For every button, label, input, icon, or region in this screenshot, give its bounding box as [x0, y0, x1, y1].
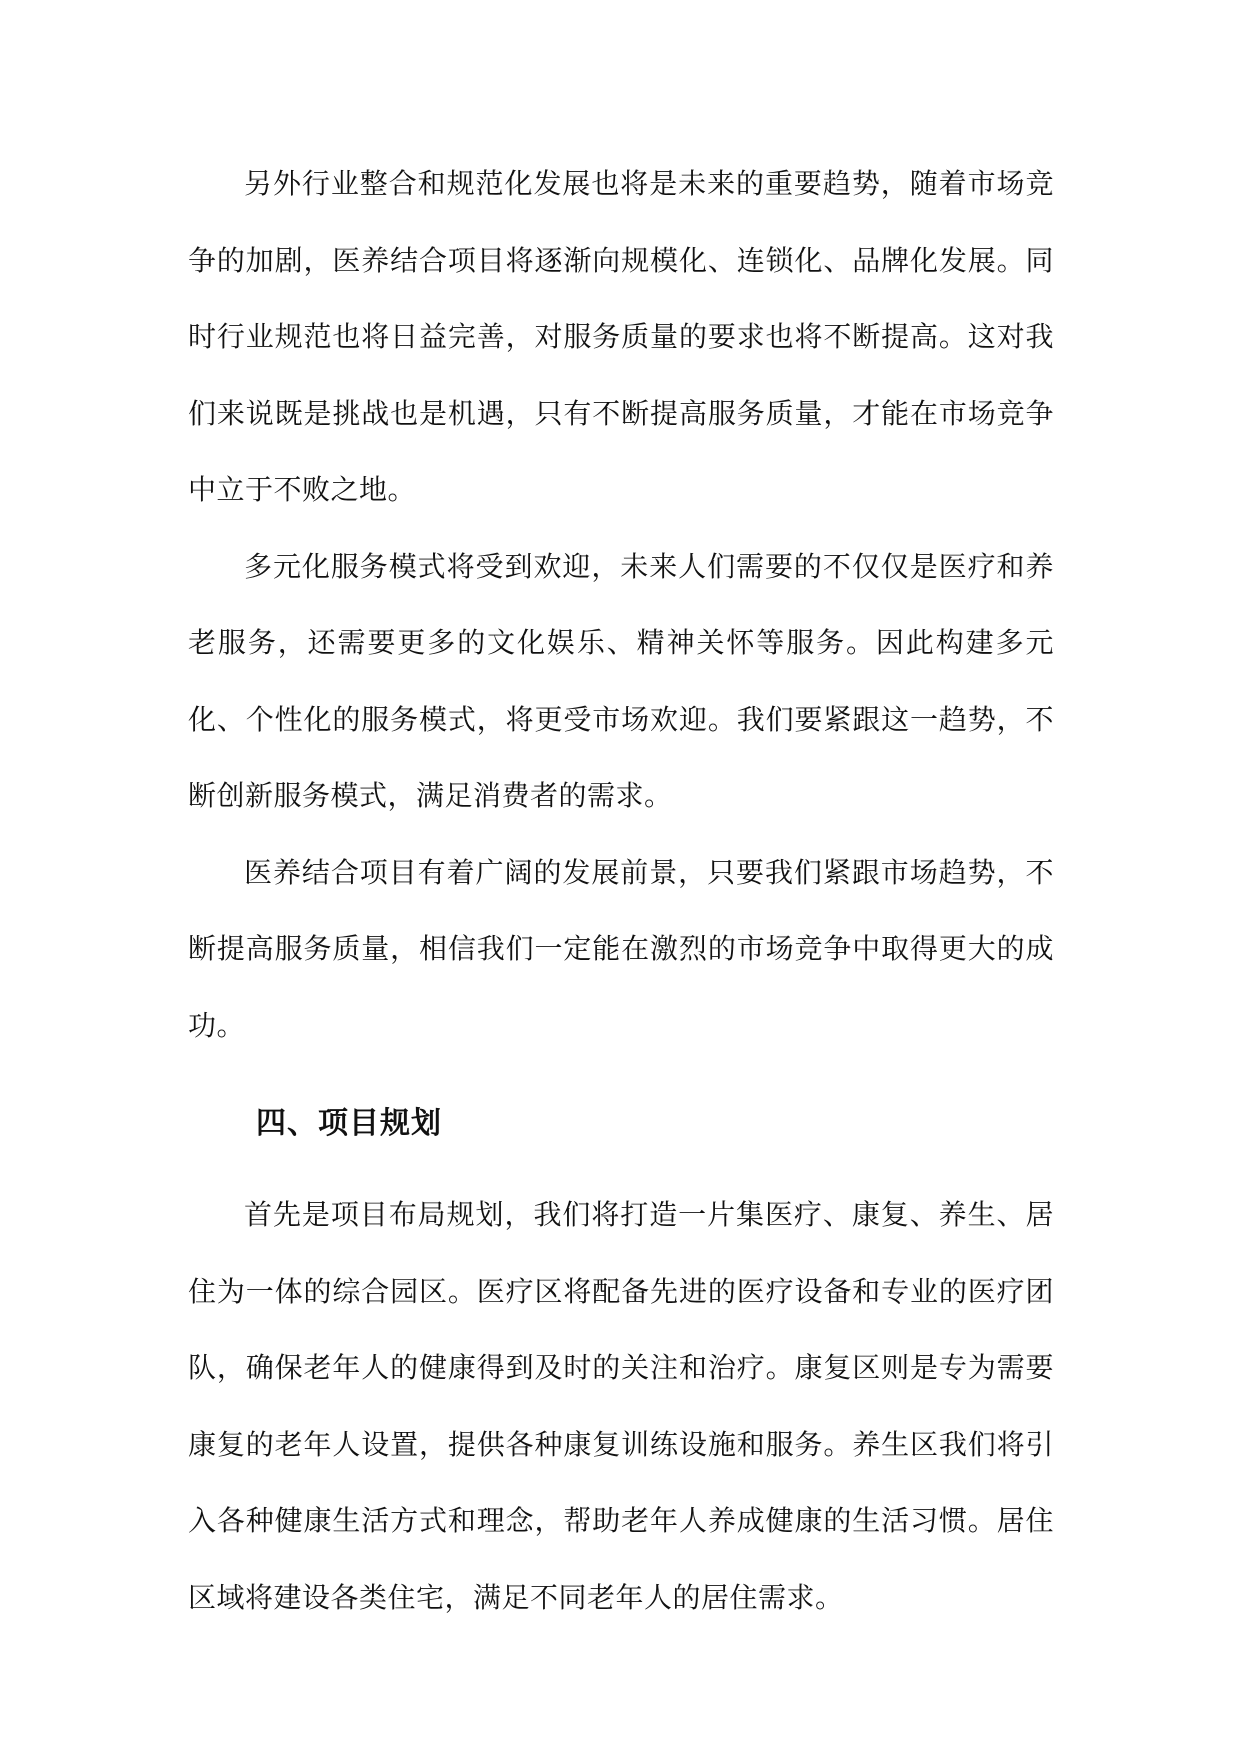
document-page [188, 146, 1054, 1636]
paragraph-industry-integration: 另外行业整合和规范化发展也将是未来的重要趋势，随着市场竞争的加剧，医养结合项目将逐渐向规模化、连锁化、品牌化发展。同时行业规范也将日益完善，对服务质量的要求也将不断提高。这对我们来说既是挑战也是机遇，只有不断提高服务质量，才能在市场竞争中立于不败之地。 [188, 167, 1054, 506]
section-heading-project-planning: 四、项目规划 [256, 1106, 442, 1141]
paragraph-layout-planning: 首先是项目布局规划，我们将打造一片集医疗、康复、养生、居住为一体的综合园区。医疗区将配备先进的医疗设备和专业的医疗团队，确保老年人的健康得到及时的关注和治疗。康复区则是专为需要康复的老年人设置，提供各种康复训练设施和服务。养生区我们将引入各种健康生活方式和理念，帮助老年人养成健康的生活习惯。居住区域将建设各类住宅，满足不同老年人的居住需求。 [188, 1198, 1054, 1614]
paragraph-development-prospects: 医养结合项目有着广阔的发展前景，只要我们紧跟市场趋势，不断提高服务质量，相信我们一定能在激烈的市场竞争中取得更大的成功。 [188, 855, 1054, 1042]
paragraph-diversified-services: 多元化服务模式将受到欢迎，未来人们需要的不仅仅是医疗和养老服务，还需要更多的文化娱乐、精神关怀等服务。因此构建多元化、个性化的服务模式，将更受市场欢迎。我们要紧跟这一趋势，不断创新服务模式，满足消费者的需求。 [188, 549, 1054, 812]
